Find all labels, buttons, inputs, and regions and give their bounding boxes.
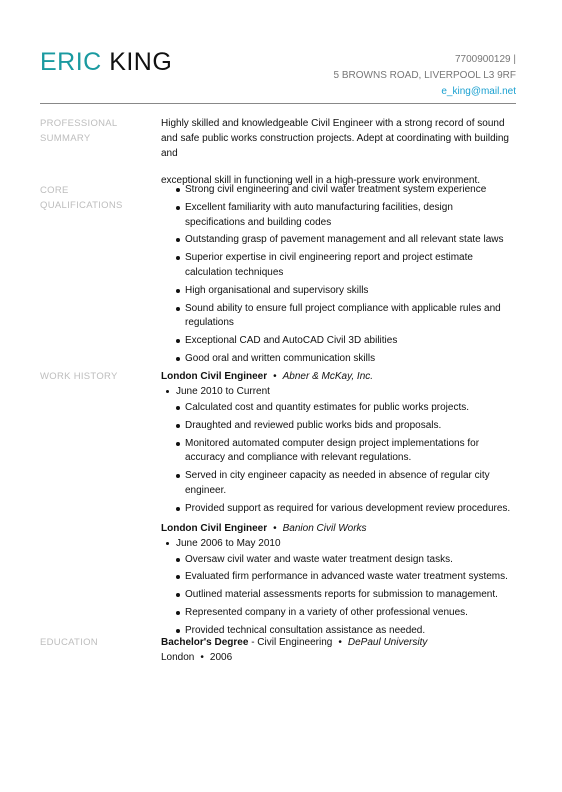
company-name: Abner & McKay, Inc.: [282, 371, 374, 382]
school-name: DePaul University: [347, 637, 428, 648]
job-header: [161, 369, 511, 384]
email-link[interactable]: e_king@mail.net: [441, 86, 516, 97]
list-item: Sound ability to ensure full project compliance with applicable rules and regulations: [161, 302, 511, 332]
list-item: Represented company in a variety of other professional venues.: [161, 606, 511, 621]
separator: •: [273, 371, 277, 382]
list-item: Oversaw civil water and waste water treatment design tasks.: [161, 553, 511, 568]
section-label-work: WORK HISTORY: [40, 371, 118, 382]
education-location-line: [161, 650, 511, 665]
degree-line: [161, 635, 511, 650]
contact-block: [334, 52, 516, 100]
education-content: [161, 635, 511, 665]
duties-list: [161, 401, 511, 517]
candidate-name: [40, 50, 172, 75]
work-content: [161, 369, 511, 642]
qualifications-list: [161, 183, 511, 367]
summary-para-1: Highly skilled and knowledgeable Civil Engineer with a strong record of sound and safe public works construction projects. Adept at coordinating with building and: [161, 118, 509, 159]
education-city: London: [161, 652, 195, 663]
qualifications-content: [161, 183, 511, 370]
list-item: Served in city engineer capacity as needed in absence of regular city engineer.: [161, 469, 511, 499]
list-item: Excellent familiarity with auto manufacturing facilities, design specifications and building codes: [161, 201, 511, 231]
separator: •: [338, 637, 342, 648]
first-name: ERIC: [40, 48, 102, 76]
list-item: Evaluated firm performance in advanced waste water treatment systems.: [161, 570, 511, 585]
list-item: Good oral and written communication skills: [161, 352, 511, 367]
job-title: London Civil Engineer: [161, 522, 268, 534]
list-item: Provided technical consultation assistance as needed.: [161, 624, 511, 639]
list-item: Strong civil engineering and civil water treatment system experience: [161, 183, 511, 198]
phone: 7700900129 |: [455, 54, 516, 65]
section-label-summary: [40, 116, 150, 146]
separator: •: [200, 652, 204, 663]
list-item: Provided support as required for various development review procedures.: [161, 502, 511, 517]
summary-content: [161, 116, 511, 188]
duties-list: [161, 553, 511, 639]
summary-label-line1: PROFESSIONAL: [40, 118, 118, 129]
list-item: Outstanding grasp of pavement management and all relevant state laws: [161, 233, 511, 248]
job-dates: June 2010 to Current: [161, 384, 511, 399]
summary-para-2: exceptional skill in functioning well in a high-pressure work environment.: [161, 175, 481, 186]
section-label-education: EDUCATION: [40, 637, 98, 648]
separator: •: [273, 522, 277, 534]
list-item: Outlined material assessments reports for submission to management.: [161, 588, 511, 603]
list-item: Exceptional CAD and AutoCAD Civil 3D abilities: [161, 334, 511, 349]
job-header: [161, 521, 511, 536]
job-dates: June 2006 to May 2010: [161, 536, 511, 551]
degree: Bachelor's Degree: [161, 637, 249, 648]
job-entry: [161, 521, 511, 639]
address: 5 BROWNS ROAD, LIVERPOOL L3 9RF: [333, 70, 516, 81]
company-name: Banion Civil Works: [282, 522, 367, 534]
summary-label-line2: SUMMARY: [40, 133, 91, 144]
list-item: Draughted and reviewed public works bids and proposals.: [161, 419, 511, 434]
list-item: Monitored automated computer design project implementations for accuracy and compliance with relevant regulations.: [161, 437, 511, 467]
section-label-qualifications: CORE QUALIFICATIONS: [40, 185, 123, 211]
field-of-study: - Civil Engineering: [248, 637, 333, 648]
job-title: London Civil Engineer: [161, 371, 268, 382]
job-entry: [161, 369, 511, 517]
header-divider: [40, 103, 516, 104]
list-item: Calculated cost and quantity estimates for public works projects.: [161, 401, 511, 416]
last-name: KING: [109, 48, 173, 76]
list-item: Superior expertise in civil engineering report and project estimate calculation techniques: [161, 251, 511, 281]
graduation-year: 2006: [209, 652, 233, 663]
list-item: High organisational and supervisory skills: [161, 284, 511, 299]
